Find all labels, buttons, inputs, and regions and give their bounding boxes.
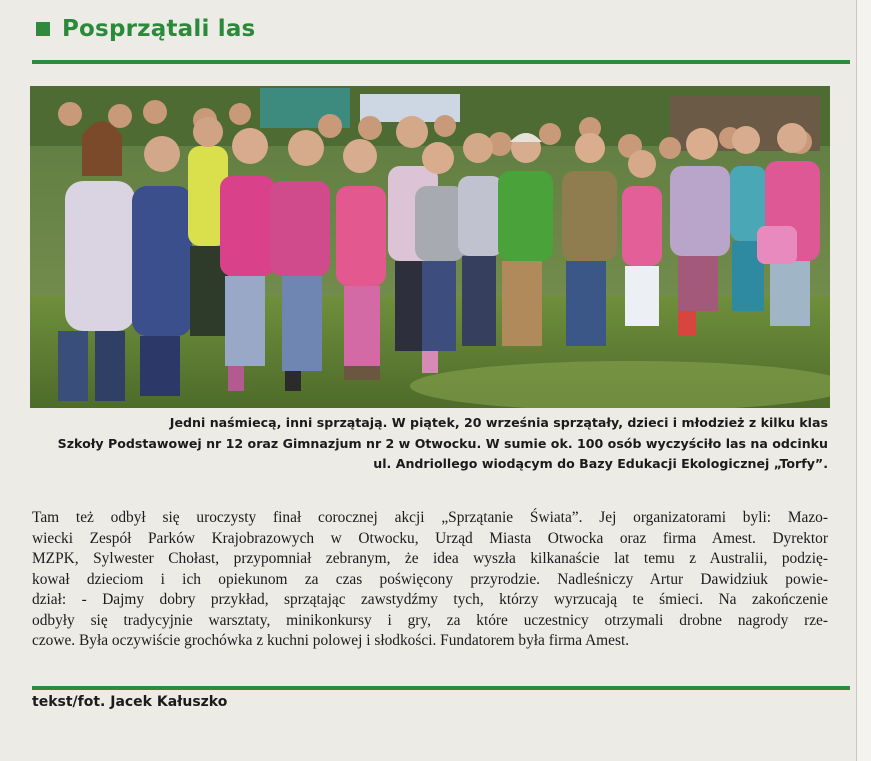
- section-marker-icon: [36, 22, 50, 36]
- article-title: Posprzątali las: [62, 16, 256, 42]
- caption-line: ul. Andriollego wiodącym do Bazy Edukacji Ekologicznej „Torfy”.: [373, 456, 828, 471]
- article-body: [32, 508, 828, 652]
- caption-line: Jedni naśmiecą, inni sprzątają. W piątek, 20 września sprzątały, dzieci i młodzież z kilku klas: [169, 415, 828, 430]
- bottom-rule: [32, 686, 850, 690]
- body-line: odbyły się tradycyjnie warsztaty, minikonkursy i gry, za które uczestnicy otrzymali drobne nagrody rze-: [32, 611, 828, 629]
- body-line: MZPK, Sylwester Chołast, przypomniał zebranym, że idea wyszła kilkanaście lat temu z Australii, podzię-: [32, 550, 828, 567]
- body-line: kował dzieciom i ich opiekunom za czas poświęcony przyrodzie. Nadleśniczy Artur Dawidziuk powie-: [32, 570, 828, 588]
- body-line: dział: - Dajmy dobry przykład, sprzątając zawstydźmy tych, którzy wyrzucają te śmieci. Na zakończenie: [32, 591, 828, 608]
- page-edge: [856, 0, 871, 761]
- body-line: czowe. Była oczywiście grochówka z kuchni polowej i słodkości. Fundatorem była firma Amest.: [32, 632, 630, 649]
- article-photo: [30, 86, 830, 408]
- group-of-children-photo: [30, 86, 830, 408]
- body-line: Tam też odbył się uroczysty finał corocznej akcji „Sprzątanie Świata”. Jej organizatorami byli: Mazo-: [32, 509, 828, 526]
- byline: tekst/fot. Jacek Kałuszko: [32, 694, 228, 710]
- top-rule: [32, 60, 850, 64]
- caption-line: Szkoły Podstawowej nr 12 oraz Gimnazjum nr 2 w Otwocku. W sumie ok. 100 osób wyczyściło las na odcinku: [57, 435, 828, 451]
- body-line: wiecki Zespół Parków Krajobrazowych w Otwocku, Urząd Miasta Otwocka oraz firma Amest. Dyrektor: [32, 529, 828, 547]
- photo-caption: [32, 413, 828, 475]
- article-header: [36, 12, 255, 46]
